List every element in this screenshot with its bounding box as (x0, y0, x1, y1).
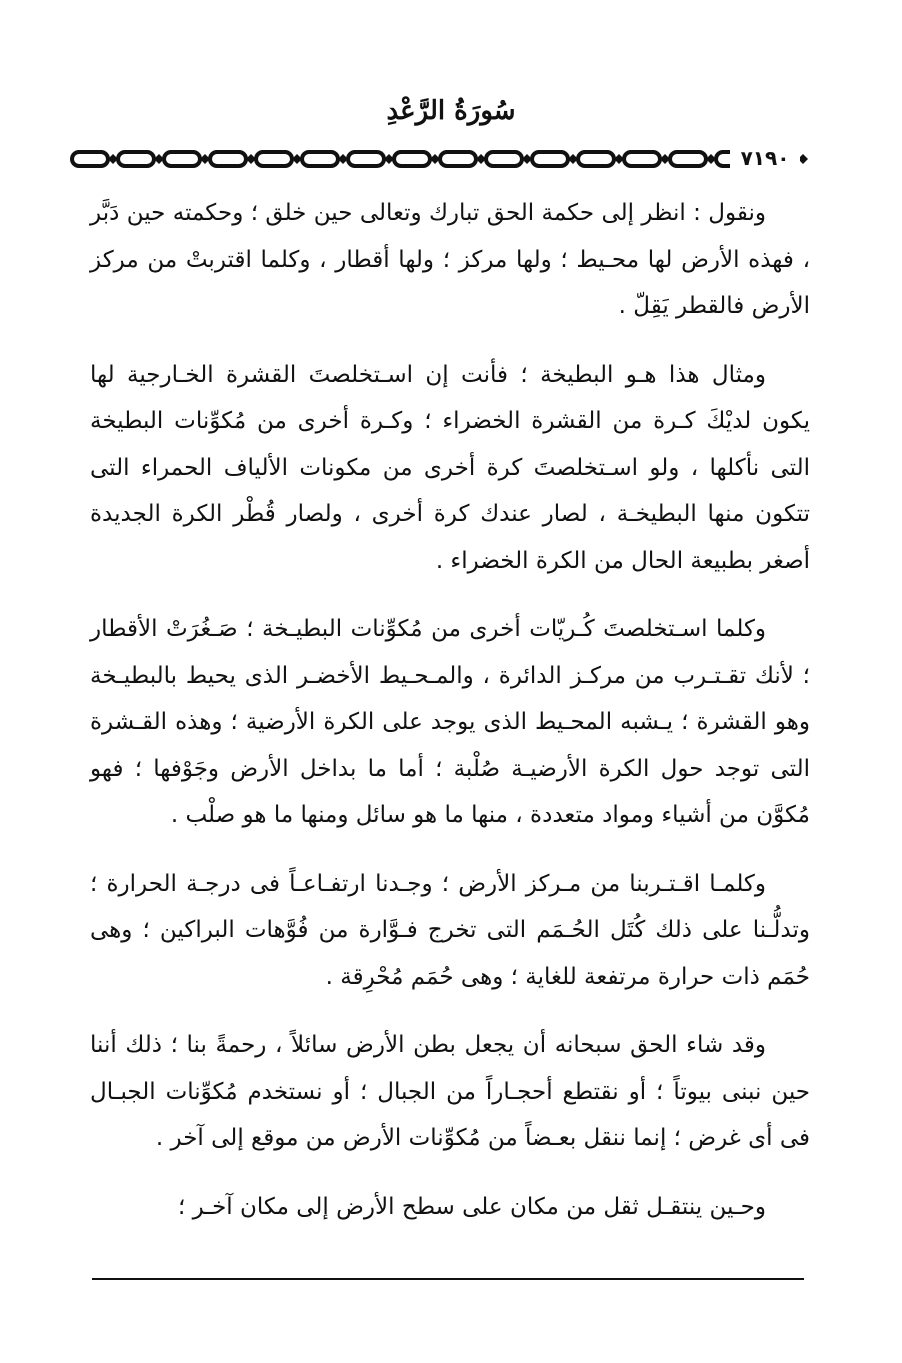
paragraph: وقد شاء الحق سبحانه أن يجعل بطن الأرض سائلاً ، رحمةً بنا ؛ ذلك أننا حين نبنى بيوتاً ؛ أو نقتطع أحجـاراً من الجبال ؛ أو نستخدم مُكوِّنات الجبـال فى أى غرض ؛ إنما ننقل بعـضاً من مُكوِّنات الأرض من موقع إلى آخر . (90, 1032, 810, 1151)
paragraph: وكلمـا اقـتـربنا من مـركز الأرض ؛ وجـدنا ارتفـاعـاً فى درجـة الحرارة ؛ وتدلُّـنا على ذلك كُتَل الحُـمَم التى تخرج فـوَّارة من فُوَّهات البراكين ؛ وهى حُمَم ذات حرارة مرتفعة للغاية ؛ وهى حُمَم مُحْرِقة . (90, 870, 810, 990)
ornament-link (348, 152, 384, 166)
ornament-border (70, 148, 832, 170)
paragraph: ونقول : انظر إلى حكمة الحق تبارك وتعالى حين خلق ؛ وحكمته حين دَبَّر ، فهذه الأرض لها محـيط ؛ ولها مركز ؛ ولها أقطار ، وكلما اقتربتْ من مركز الأرض فالقطر يَقِلّ . (90, 200, 810, 319)
ornament-link (670, 152, 706, 166)
paragraph: ومثال هذا هـو البطيخة ؛ فأنت إن اسـتخلصتَ القشرة الخـارجية لها يكون لديْكَ كـرة من القشرة الخضراء ؛ وكـرة أخرى من مُكوِّنات البطيخة التى نأكلها ، ولو اسـتخلصتَ كرة أخرى من مكونات الألياف الحمراء التى تتكون منها البطيخـة ، لصار عندك كرة أخرى ، ولصار قُطْر الكرة الجديدة أصغر بطبيعة الحال من الكرة الخضراء . (90, 361, 810, 574)
ornament-link (624, 152, 660, 166)
paragraph: وحـين ينتقـل ثقل من مكان على سطح الأرض إلى مكان آخـر ؛ (178, 1193, 766, 1220)
ornament-link (118, 152, 154, 166)
ornament-link (440, 152, 476, 166)
ornament-link (578, 152, 614, 166)
ornament-link (486, 152, 522, 166)
ornament-link (394, 152, 430, 166)
ornament-link (164, 152, 200, 166)
ornament-link (532, 152, 568, 166)
ornament-link (210, 152, 246, 166)
paragraph: وكلما اسـتخلصتَ كُـريّات أخرى من مُكوِّنات البطيـخة ؛ صَـغُرَتْ الأقطار ؛ لأنك تقـتـرب من مركـز الدائرة ، والمـحـيط الأخضـر الذى يحيط بالبطيـخة وهو القشرة ؛ يـشبه المحـيط الذى يوجد على الكرة الأرضية ؛ وهذه القـشرة التى توجد حول الكرة الأرضيـة صُلْبة ؛ أما ما بداخل الأرض وجَوْفها ؛ فهو مُكوَّن من أشياء ومواد متعددة ، منها ما هو سائل ومنها ما هو صلْب . (90, 616, 810, 828)
page-body (90, 190, 810, 1252)
ornament-link (302, 152, 338, 166)
page-number: ٧١٩٠ (730, 145, 800, 171)
ornament-link (256, 152, 292, 166)
surah-title: سُورَةُ الرَّعْدِ (386, 96, 516, 126)
ornament-link (72, 152, 108, 166)
footer-rule (92, 1278, 804, 1280)
